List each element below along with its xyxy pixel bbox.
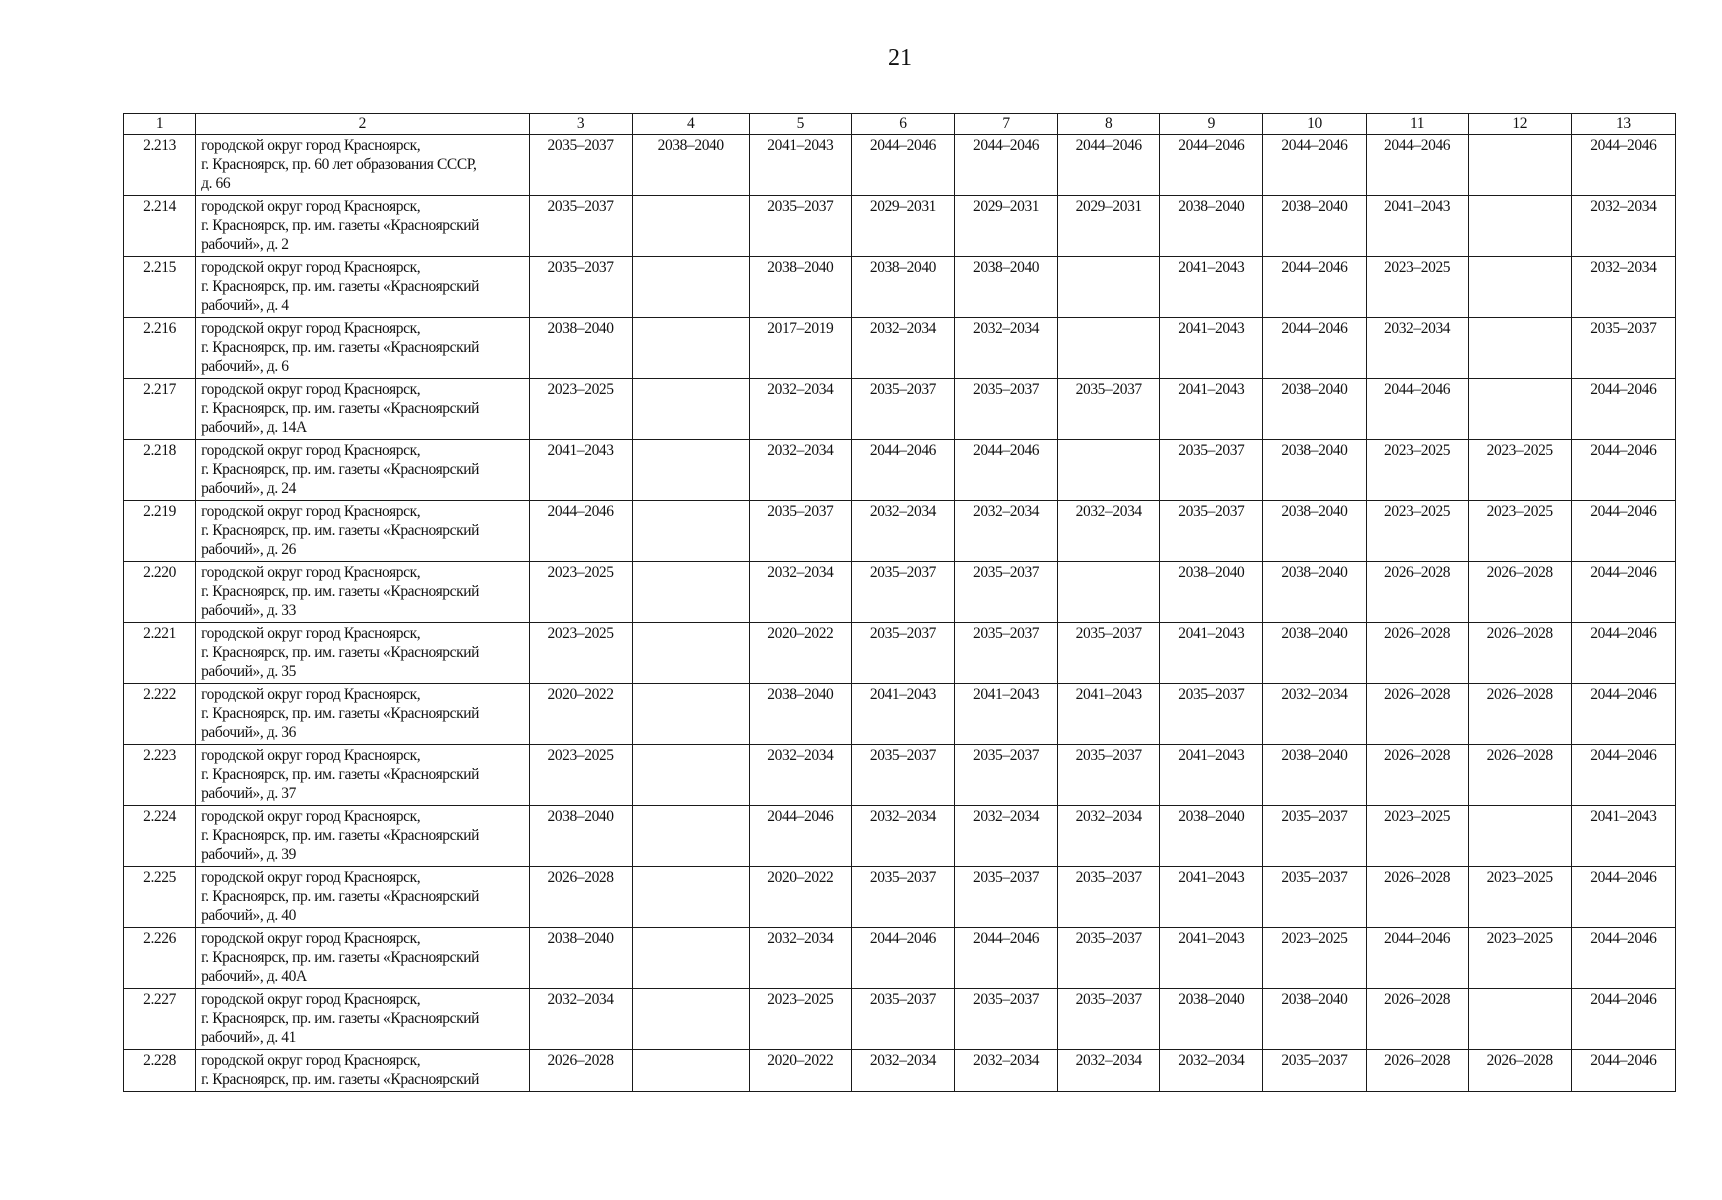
address-line: г. Красноярск, пр. им. газеты «Красноярский [201,278,480,295]
address-line: городской округ город Красноярск, [201,625,421,642]
table-row [124,806,1676,867]
address-cell [196,1050,529,1092]
period-cell-col-3: 2020–2022 [529,684,632,745]
period-cell-col-4 [632,1050,749,1092]
period-cell-col-12: 2026–2028 [1468,623,1571,684]
period-cell-col-9: 2038–2040 [1160,989,1263,1050]
table-row [124,745,1676,806]
period-cell-col-3: 2038–2040 [529,928,632,989]
address-cell [196,623,529,684]
address-line: г. Красноярск, пр. им. газеты «Красноярский [201,339,480,356]
row-number: 2.226 [124,928,196,989]
row-number: 2.221 [124,623,196,684]
address-line: рабочий», д. 33 [201,602,296,619]
period-cell-col-10: 2044–2046 [1263,135,1366,196]
period-cell-col-12: 2023–2025 [1468,440,1571,501]
row-number: 2.227 [124,989,196,1050]
period-cell-col-9: 2038–2040 [1160,196,1263,257]
address-cell [196,684,529,745]
row-number: 2.223 [124,745,196,806]
period-cell-col-3: 2035–2037 [529,257,632,318]
period-cell-col-4 [632,989,749,1050]
period-cell-col-10: 2035–2037 [1263,806,1366,867]
period-cell-col-7: 2038–2040 [955,257,1058,318]
address-line: городской округ город Красноярск, [201,747,421,764]
period-cell-col-6: 2035–2037 [851,745,954,806]
period-cell-col-12: 2023–2025 [1468,501,1571,562]
table-row [124,501,1676,562]
address-cell [196,989,529,1050]
period-cell-col-6: 2035–2037 [851,562,954,623]
address-line: городской округ город Красноярск, [201,930,421,947]
column-header-10: 10 [1263,114,1366,135]
period-cell-col-9: 2041–2043 [1160,257,1263,318]
period-cell-col-9: 2041–2043 [1160,928,1263,989]
period-cell-col-3: 2035–2037 [529,196,632,257]
period-cell-col-11: 2026–2028 [1366,684,1468,745]
address-line: городской округ город Красноярск, [201,137,421,154]
period-cell-col-6: 2035–2037 [851,867,954,928]
period-cell-col-10: 2044–2046 [1263,257,1366,318]
address-line: рабочий», д. 14А [201,419,307,436]
period-cell-col-13: 2044–2046 [1571,989,1675,1050]
row-number: 2.214 [124,196,196,257]
period-cell-col-7: 2032–2034 [955,1050,1058,1092]
address-line: г. Красноярск, пр. им. газеты «Красноярский [201,766,480,783]
period-cell-col-4 [632,440,749,501]
period-cell-col-11: 2041–2043 [1366,196,1468,257]
row-number: 2.218 [124,440,196,501]
period-cell-col-8: 2041–2043 [1058,684,1160,745]
period-cell-col-10: 2023–2025 [1263,928,1366,989]
period-cell-col-7: 2032–2034 [955,318,1058,379]
period-cell-col-12 [1468,135,1571,196]
address-line: рабочий», д. 41 [201,1029,296,1046]
period-cell-col-6: 2041–2043 [851,684,954,745]
address-line: рабочий», д. 6 [201,358,289,375]
period-cell-col-10: 2035–2037 [1263,1050,1366,1092]
address-cell [196,745,529,806]
period-cell-col-7: 2035–2037 [955,745,1058,806]
column-header-9: 9 [1160,114,1263,135]
address-line: г. Красноярск, пр. 60 лет образования СССР, [201,156,477,173]
period-cell-col-13: 2032–2034 [1571,196,1675,257]
period-cell-col-4 [632,196,749,257]
period-cell-col-9: 2044–2046 [1160,135,1263,196]
period-cell-col-6: 2044–2046 [851,928,954,989]
period-cell-col-10: 2038–2040 [1263,623,1366,684]
column-header-4: 4 [632,114,749,135]
row-number: 2.225 [124,867,196,928]
period-cell-col-11: 2023–2025 [1366,501,1468,562]
period-cell-col-12 [1468,318,1571,379]
page-number: 21 [888,45,912,71]
period-cell-col-5: 2044–2046 [749,806,851,867]
address-line: городской округ город Красноярск, [201,869,421,886]
period-cell-col-13: 2044–2046 [1571,501,1675,562]
period-cell-col-4 [632,257,749,318]
period-cell-col-7: 2041–2043 [955,684,1058,745]
period-cell-col-13: 2032–2034 [1571,257,1675,318]
period-cell-col-5: 2020–2022 [749,1050,851,1092]
row-number: 2.216 [124,318,196,379]
address-line: рабочий», д. 26 [201,541,296,558]
address-line: городской округ город Красноярск, [201,991,421,1008]
address-line: г. Красноярск, пр. им. газеты «Красноярский [201,461,480,478]
table-row [124,684,1676,745]
address-line: городской округ город Красноярск, [201,198,421,215]
period-cell-col-9: 2041–2043 [1160,745,1263,806]
period-cell-col-11: 2026–2028 [1366,623,1468,684]
period-cell-col-13: 2044–2046 [1571,562,1675,623]
address-cell [196,562,529,623]
period-cell-col-4 [632,745,749,806]
period-cell-col-3: 2026–2028 [529,1050,632,1092]
period-cell-col-11: 2026–2028 [1366,989,1468,1050]
address-line: г. Красноярск, пр. им. газеты «Красноярский [201,827,480,844]
column-header-12: 12 [1468,114,1571,135]
period-cell-col-12 [1468,196,1571,257]
table-row [124,867,1676,928]
period-cell-col-5: 2032–2034 [749,745,851,806]
period-cell-col-13: 2041–2043 [1571,806,1675,867]
period-cell-col-8: 2032–2034 [1058,1050,1160,1092]
table-row [124,196,1676,257]
period-cell-col-11: 2023–2025 [1366,257,1468,318]
table-row [124,1050,1676,1092]
period-cell-col-4 [632,562,749,623]
address-line: городской округ город Красноярск, [201,442,421,459]
period-cell-col-10: 2038–2040 [1263,379,1366,440]
row-number: 2.219 [124,501,196,562]
address-line: городской округ город Красноярск, [201,503,421,520]
column-header-2: 2 [196,114,529,135]
period-cell-col-6: 2035–2037 [851,623,954,684]
period-cell-col-12: 2026–2028 [1468,1050,1571,1092]
period-cell-col-13: 2044–2046 [1571,440,1675,501]
period-cell-col-4 [632,806,749,867]
period-cell-col-10: 2038–2040 [1263,440,1366,501]
period-cell-col-3: 2038–2040 [529,318,632,379]
column-header-1: 1 [124,114,196,135]
period-cell-col-13: 2044–2046 [1571,684,1675,745]
period-cell-col-8: 2035–2037 [1058,867,1160,928]
period-cell-col-9: 2032–2034 [1160,1050,1263,1092]
period-cell-col-8: 2032–2034 [1058,806,1160,867]
period-cell-col-7: 2035–2037 [955,379,1058,440]
address-line: рабочий», д. 35 [201,663,296,680]
period-cell-col-6: 2035–2037 [851,989,954,1050]
period-cell-col-13: 2044–2046 [1571,135,1675,196]
address-line: рабочий», д. 39 [201,846,296,863]
address-cell [196,440,529,501]
address-line: г. Красноярск, пр. им. газеты «Красноярский [201,888,480,905]
period-cell-col-11: 2044–2046 [1366,135,1468,196]
period-cell-col-11: 2044–2046 [1366,928,1468,989]
table-row [124,318,1676,379]
period-cell-col-8: 2035–2037 [1058,745,1160,806]
period-cell-col-9: 2041–2043 [1160,867,1263,928]
schedule-table [123,113,1676,1092]
address-line: д. 66 [201,175,231,192]
period-cell-col-9: 2038–2040 [1160,562,1263,623]
period-cell-col-4 [632,867,749,928]
period-cell-col-8 [1058,562,1160,623]
row-number: 2.228 [124,1050,196,1092]
period-cell-col-11: 2023–2025 [1366,440,1468,501]
period-cell-col-7: 2032–2034 [955,501,1058,562]
address-line: г. Красноярск, пр. им. газеты «Красноярский [201,522,480,539]
period-cell-col-5: 2032–2034 [749,379,851,440]
address-line: городской округ город Красноярск, [201,564,421,581]
address-line: г. Красноярск, пр. им. газеты «Красноярский [201,400,480,417]
table-row [124,989,1676,1050]
period-cell-col-8: 2044–2046 [1058,135,1160,196]
period-cell-col-8 [1058,318,1160,379]
period-cell-col-3: 2038–2040 [529,806,632,867]
table-row [124,379,1676,440]
period-cell-col-6: 2029–2031 [851,196,954,257]
address-cell [196,196,529,257]
period-cell-col-10: 2035–2037 [1263,867,1366,928]
period-cell-col-11: 2026–2028 [1366,1050,1468,1092]
period-cell-col-8: 2035–2037 [1058,623,1160,684]
period-cell-col-8 [1058,440,1160,501]
period-cell-col-7: 2044–2046 [955,135,1058,196]
address-line: городской округ город Красноярск, [201,381,421,398]
period-cell-col-13: 2035–2037 [1571,318,1675,379]
period-cell-col-5: 2035–2037 [749,196,851,257]
period-cell-col-13: 2044–2046 [1571,623,1675,684]
period-cell-col-12: 2026–2028 [1468,745,1571,806]
column-header-3: 3 [529,114,632,135]
period-cell-col-4 [632,623,749,684]
address-cell [196,501,529,562]
period-cell-col-7: 2035–2037 [955,989,1058,1050]
period-cell-col-13: 2044–2046 [1571,745,1675,806]
address-line: городской округ город Красноярск, [201,1052,421,1069]
period-cell-col-8: 2032–2034 [1058,501,1160,562]
address-line: рабочий», д. 36 [201,724,296,741]
period-cell-col-5: 2032–2034 [749,440,851,501]
period-cell-col-12: 2023–2025 [1468,928,1571,989]
period-cell-col-5: 2020–2022 [749,867,851,928]
period-cell-col-8: 2035–2037 [1058,379,1160,440]
period-cell-col-10: 2038–2040 [1263,562,1366,623]
period-cell-col-9: 2041–2043 [1160,379,1263,440]
period-cell-col-6: 2032–2034 [851,1050,954,1092]
period-cell-col-5: 2020–2022 [749,623,851,684]
period-cell-col-3: 2023–2025 [529,745,632,806]
period-cell-col-8: 2035–2037 [1058,928,1160,989]
header-row [124,114,1676,135]
table-body [124,135,1676,1092]
period-cell-col-13: 2044–2046 [1571,1050,1675,1092]
period-cell-col-7: 2035–2037 [955,562,1058,623]
period-cell-col-3: 2023–2025 [529,379,632,440]
period-cell-col-5: 2035–2037 [749,501,851,562]
address-line: рабочий», д. 40А [201,968,307,985]
period-cell-col-7: 2035–2037 [955,867,1058,928]
column-header-13: 13 [1571,114,1675,135]
period-cell-col-4 [632,928,749,989]
period-cell-col-7: 2044–2046 [955,440,1058,501]
period-cell-col-7: 2029–2031 [955,196,1058,257]
period-cell-col-12: 2023–2025 [1468,867,1571,928]
period-cell-col-11: 2023–2025 [1366,806,1468,867]
period-cell-col-4 [632,379,749,440]
table-row [124,440,1676,501]
period-cell-col-8: 2029–2031 [1058,196,1160,257]
period-cell-col-12 [1468,257,1571,318]
period-cell-col-5: 2032–2034 [749,562,851,623]
address-cell [196,318,529,379]
period-cell-col-5: 2038–2040 [749,257,851,318]
row-number: 2.215 [124,257,196,318]
address-line: городской округ город Красноярск, [201,259,421,276]
period-cell-col-5: 2038–2040 [749,684,851,745]
period-cell-col-12: 2026–2028 [1468,562,1571,623]
period-cell-col-6: 2032–2034 [851,806,954,867]
period-cell-col-4 [632,318,749,379]
address-line: г. Красноярск, пр. им. газеты «Красноярский [201,949,480,966]
address-line: рабочий», д. 2 [201,236,289,253]
table-row [124,623,1676,684]
period-cell-col-9: 2041–2043 [1160,318,1263,379]
address-line: городской округ город Красноярск, [201,320,421,337]
period-cell-col-7: 2035–2037 [955,623,1058,684]
row-number: 2.217 [124,379,196,440]
period-cell-col-9: 2035–2037 [1160,501,1263,562]
period-cell-col-13: 2044–2046 [1571,379,1675,440]
period-cell-col-10: 2038–2040 [1263,196,1366,257]
address-line: г. Красноярск, пр. им. газеты «Красноярский [201,705,480,722]
period-cell-col-12 [1468,989,1571,1050]
address-line: г. Красноярск, пр. им. газеты «Красноярский [201,1071,480,1088]
period-cell-col-3: 2041–2043 [529,440,632,501]
period-cell-col-10: 2032–2034 [1263,684,1366,745]
period-cell-col-5: 2041–2043 [749,135,851,196]
period-cell-col-6: 2032–2034 [851,318,954,379]
row-number: 2.222 [124,684,196,745]
period-cell-col-10: 2044–2046 [1263,318,1366,379]
period-cell-col-13: 2044–2046 [1571,867,1675,928]
period-cell-col-12: 2026–2028 [1468,684,1571,745]
period-cell-col-8: 2035–2037 [1058,989,1160,1050]
address-line: г. Красноярск, пр. им. газеты «Красноярский [201,1010,480,1027]
period-cell-col-11: 2032–2034 [1366,318,1468,379]
period-cell-col-10: 2038–2040 [1263,501,1366,562]
column-header-7: 7 [955,114,1058,135]
period-cell-col-6: 2032–2034 [851,501,954,562]
address-line: рабочий», д. 37 [201,785,296,802]
period-cell-col-6: 2038–2040 [851,257,954,318]
row-number: 2.220 [124,562,196,623]
period-cell-col-13: 2044–2046 [1571,928,1675,989]
column-header-6: 6 [851,114,954,135]
period-cell-col-5: 2023–2025 [749,989,851,1050]
table-header [124,114,1676,135]
period-cell-col-11: 2026–2028 [1366,745,1468,806]
period-cell-col-12 [1468,806,1571,867]
period-cell-col-8 [1058,257,1160,318]
table-row [124,135,1676,196]
period-cell-col-3: 2044–2046 [529,501,632,562]
period-cell-col-11: 2044–2046 [1366,379,1468,440]
address-line: рабочий», д. 24 [201,480,296,497]
period-cell-col-9: 2035–2037 [1160,440,1263,501]
row-number: 2.224 [124,806,196,867]
address-cell [196,867,529,928]
table-row [124,928,1676,989]
period-cell-col-7: 2032–2034 [955,806,1058,867]
period-cell-col-12 [1468,379,1571,440]
period-cell-col-6: 2044–2046 [851,440,954,501]
period-cell-col-9: 2041–2043 [1160,623,1263,684]
period-cell-col-3: 2023–2025 [529,623,632,684]
period-cell-col-7: 2044–2046 [955,928,1058,989]
period-cell-col-9: 2038–2040 [1160,806,1263,867]
period-cell-col-5: 2017–2019 [749,318,851,379]
address-line: г. Красноярск, пр. им. газеты «Красноярский [201,217,480,234]
period-cell-col-10: 2038–2040 [1263,989,1366,1050]
address-cell [196,928,529,989]
address-line: рабочий», д. 40 [201,907,296,924]
period-cell-col-6: 2035–2037 [851,379,954,440]
period-cell-col-9: 2035–2037 [1160,684,1263,745]
period-cell-col-4 [632,684,749,745]
address-line: городской округ город Красноярск, [201,808,421,825]
address-cell [196,135,529,196]
address-cell [196,806,529,867]
period-cell-col-11: 2026–2028 [1366,867,1468,928]
table-row [124,562,1676,623]
address-cell [196,257,529,318]
period-cell-col-4: 2038–2040 [632,135,749,196]
period-cell-col-3: 2035–2037 [529,135,632,196]
column-header-11: 11 [1366,114,1468,135]
address-line: г. Красноярск, пр. им. газеты «Красноярский [201,583,480,600]
address-line: г. Красноярск, пр. им. газеты «Красноярский [201,644,480,661]
period-cell-col-3: 2023–2025 [529,562,632,623]
period-cell-col-3: 2026–2028 [529,867,632,928]
table-row [124,257,1676,318]
period-cell-col-5: 2032–2034 [749,928,851,989]
row-number: 2.213 [124,135,196,196]
address-line: рабочий», д. 4 [201,297,289,314]
period-cell-col-6: 2044–2046 [851,135,954,196]
column-header-5: 5 [749,114,851,135]
period-cell-col-3: 2032–2034 [529,989,632,1050]
column-header-8: 8 [1058,114,1160,135]
period-cell-col-4 [632,501,749,562]
address-line: городской округ город Красноярск, [201,686,421,703]
period-cell-col-11: 2026–2028 [1366,562,1468,623]
address-cell [196,379,529,440]
period-cell-col-10: 2038–2040 [1263,745,1366,806]
